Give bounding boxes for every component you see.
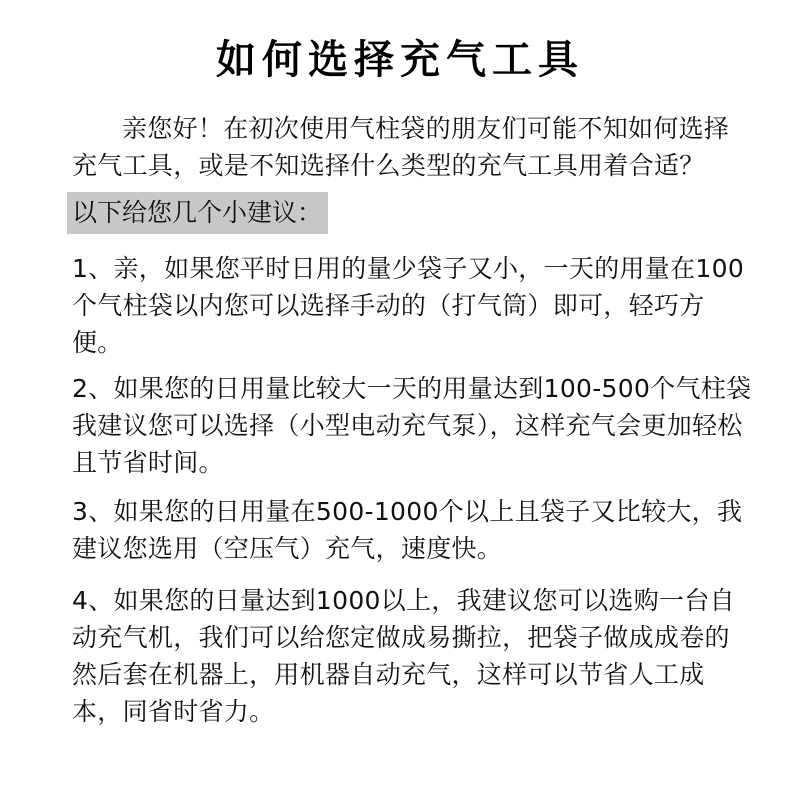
intro-paragraph: 亲您好！在初次使用气柱袋的朋友们可能不知如何选择充气工具，或是不知选择什么类型的充气工具用着合适？ <box>72 114 730 180</box>
suggestion-item-3: 3、如果您的日用量在500-1000个以上且袋子又比较大，我建议您选用（空压气）充气，速度快。 <box>72 497 743 563</box>
suggestion-item-1: 1、亲，如果您平时日用的量少袋子又小，一天的用量在100个气柱袋以内您可以选择手动的（打气筒）即可，轻巧方便。 <box>72 254 745 357</box>
suggestion-item-2: 2、如果您的日用量比较大一天的用量达到100-500个气柱袋我建议您可以选择（小型电动充气泵），这样充气会更加轻松且节省时间。 <box>72 374 752 477</box>
suggestion-item-4: 4、如果您的日量达到1000以上，我建议您可以选购一台自动充气机，我们可以给您定做成易撕拉，把袋子做成成卷的然后套在机器上，用机器自动充气，这样可以节省人工成本，同省时省力。 <box>72 586 735 726</box>
suggestions-heading-highlight: 以下给您几个小建议： <box>67 192 328 234</box>
page-title: 如何选择充气工具 <box>216 37 584 83</box>
